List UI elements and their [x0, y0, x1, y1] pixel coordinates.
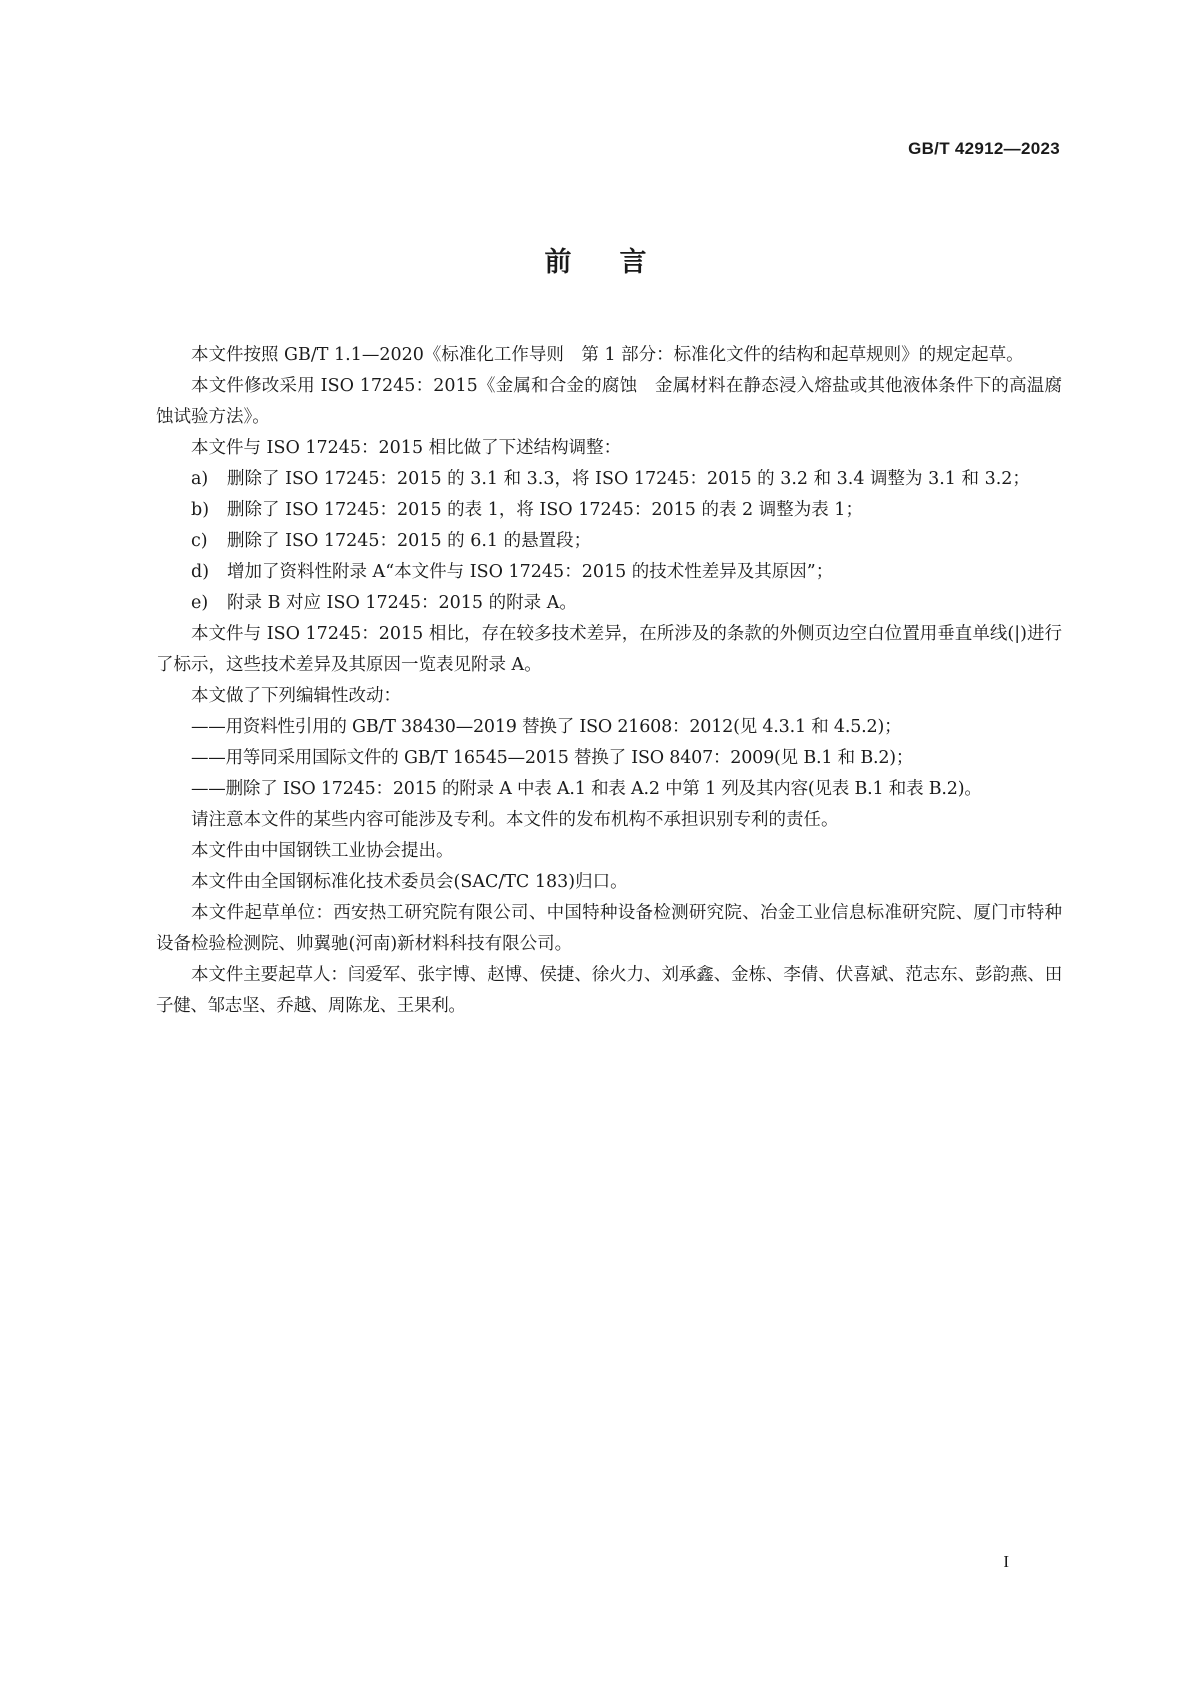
- list-item: ——删除了 ISO 17245：2015 的附录 A 中表 A.1 和表 A.2 中第 1 列及其内容(见表 B.1 和表 B.2)。: [191, 779, 982, 799]
- list-item: [156, 526, 1062, 557]
- paragraph-committee: 本文件由全国钢标准化技术委员会(SAC/TC 183)归口。: [191, 872, 628, 892]
- list-marker: c): [191, 531, 208, 551]
- page-title: 前言: [544, 247, 695, 278]
- list-item-text: 删除了 ISO 17245：2015 的表 1，将 ISO 17245：2015 的表 2 调整为表 1；: [227, 500, 863, 520]
- paragraph-editorial-intro: 本文做了下列编辑性改动：: [191, 686, 401, 706]
- paragraph-technical-differences: 本文件与 ISO 17245：2015 相比，存在较多技术差异，在所涉及的条款的外侧页边空白位置用垂直单线(|)进行了标示，这些技术差异及其原因一览表见附录 A。: [156, 624, 1062, 675]
- paragraph-patent-notice: 请注意本文件的某些内容可能涉及专利。本文件的发布机构不承担识别专利的责任。: [191, 810, 839, 830]
- list-marker: b): [191, 500, 210, 520]
- list-marker: a): [191, 469, 209, 489]
- paragraph-drafting-units: 本文件起草单位：西安热工研究院有限公司、中国特种设备检测研究院、冶金工业信息标准研究院、厦门市特种设备检验检测院、帅翼驰(河南)新材料科技有限公司。: [156, 903, 1062, 954]
- list-item: [156, 464, 1062, 495]
- paragraph-adoption: 本文件修改采用 ISO 17245：2015《金属和合金的腐蚀 金属材料在静态浸入熔盐或其他液体条件下的高温腐蚀试验方法》。: [156, 376, 1062, 427]
- list-item: [156, 495, 1062, 526]
- list-item-text: 增加了资料性附录 A“本文件与 ISO 17245：2015 的技术性差异及其原因”；: [227, 562, 834, 582]
- list-item-text: 删除了 ISO 17245：2015 的 6.1 的悬置段；: [227, 531, 592, 551]
- list-item: [156, 557, 1062, 588]
- list-marker: d): [191, 562, 210, 582]
- list-item-text: 附录 B 对应 ISO 17245：2015 的附录 A。: [227, 593, 577, 613]
- editorial-changes-list: [156, 712, 1062, 805]
- list-item: ——用资料性引用的 GB/T 38430—2019 替换了 ISO 21608：2012(见 4.3.1 和 4.5.2)；: [191, 717, 902, 737]
- list-marker: e): [191, 593, 209, 613]
- document-body: [156, 340, 1062, 1022]
- page-number: I: [1003, 1552, 1009, 1571]
- list-item: [156, 588, 1062, 619]
- paragraph-structure-intro: 本文件与 ISO 17245：2015 相比做了下述结构调整：: [191, 438, 622, 458]
- paragraph-proposer: 本文件由中国钢铁工业协会提出。: [191, 841, 454, 861]
- standard-number: GB/T 42912—2023: [908, 139, 1060, 158]
- list-item: ——用等同采用国际文件的 GB/T 16545—2015 替换了 ISO 8407：2009(见 B.1 和 B.2)；: [191, 748, 914, 768]
- structural-changes-list: [156, 464, 1062, 619]
- paragraph-drafting-rules: 本文件按照 GB/T 1.1—2020《标准化工作导则 第 1 部分：标准化文件的结构和起草规则》的规定起草。: [191, 345, 1024, 365]
- paragraph-drafters: 本文件主要起草人：闫爱军、张宇博、赵博、侯捷、徐火力、刘承鑫、金栋、李倩、伏喜斌、范志东、彭韵燕、田子健、邹志坚、乔越、周陈龙、王果利。: [156, 965, 1062, 1016]
- list-item-text: 删除了 ISO 17245：2015 的 3.1 和 3.3，将 ISO 17245：2015 的 3.2 和 3.4 调整为 3.1 和 3.2；: [227, 469, 1030, 489]
